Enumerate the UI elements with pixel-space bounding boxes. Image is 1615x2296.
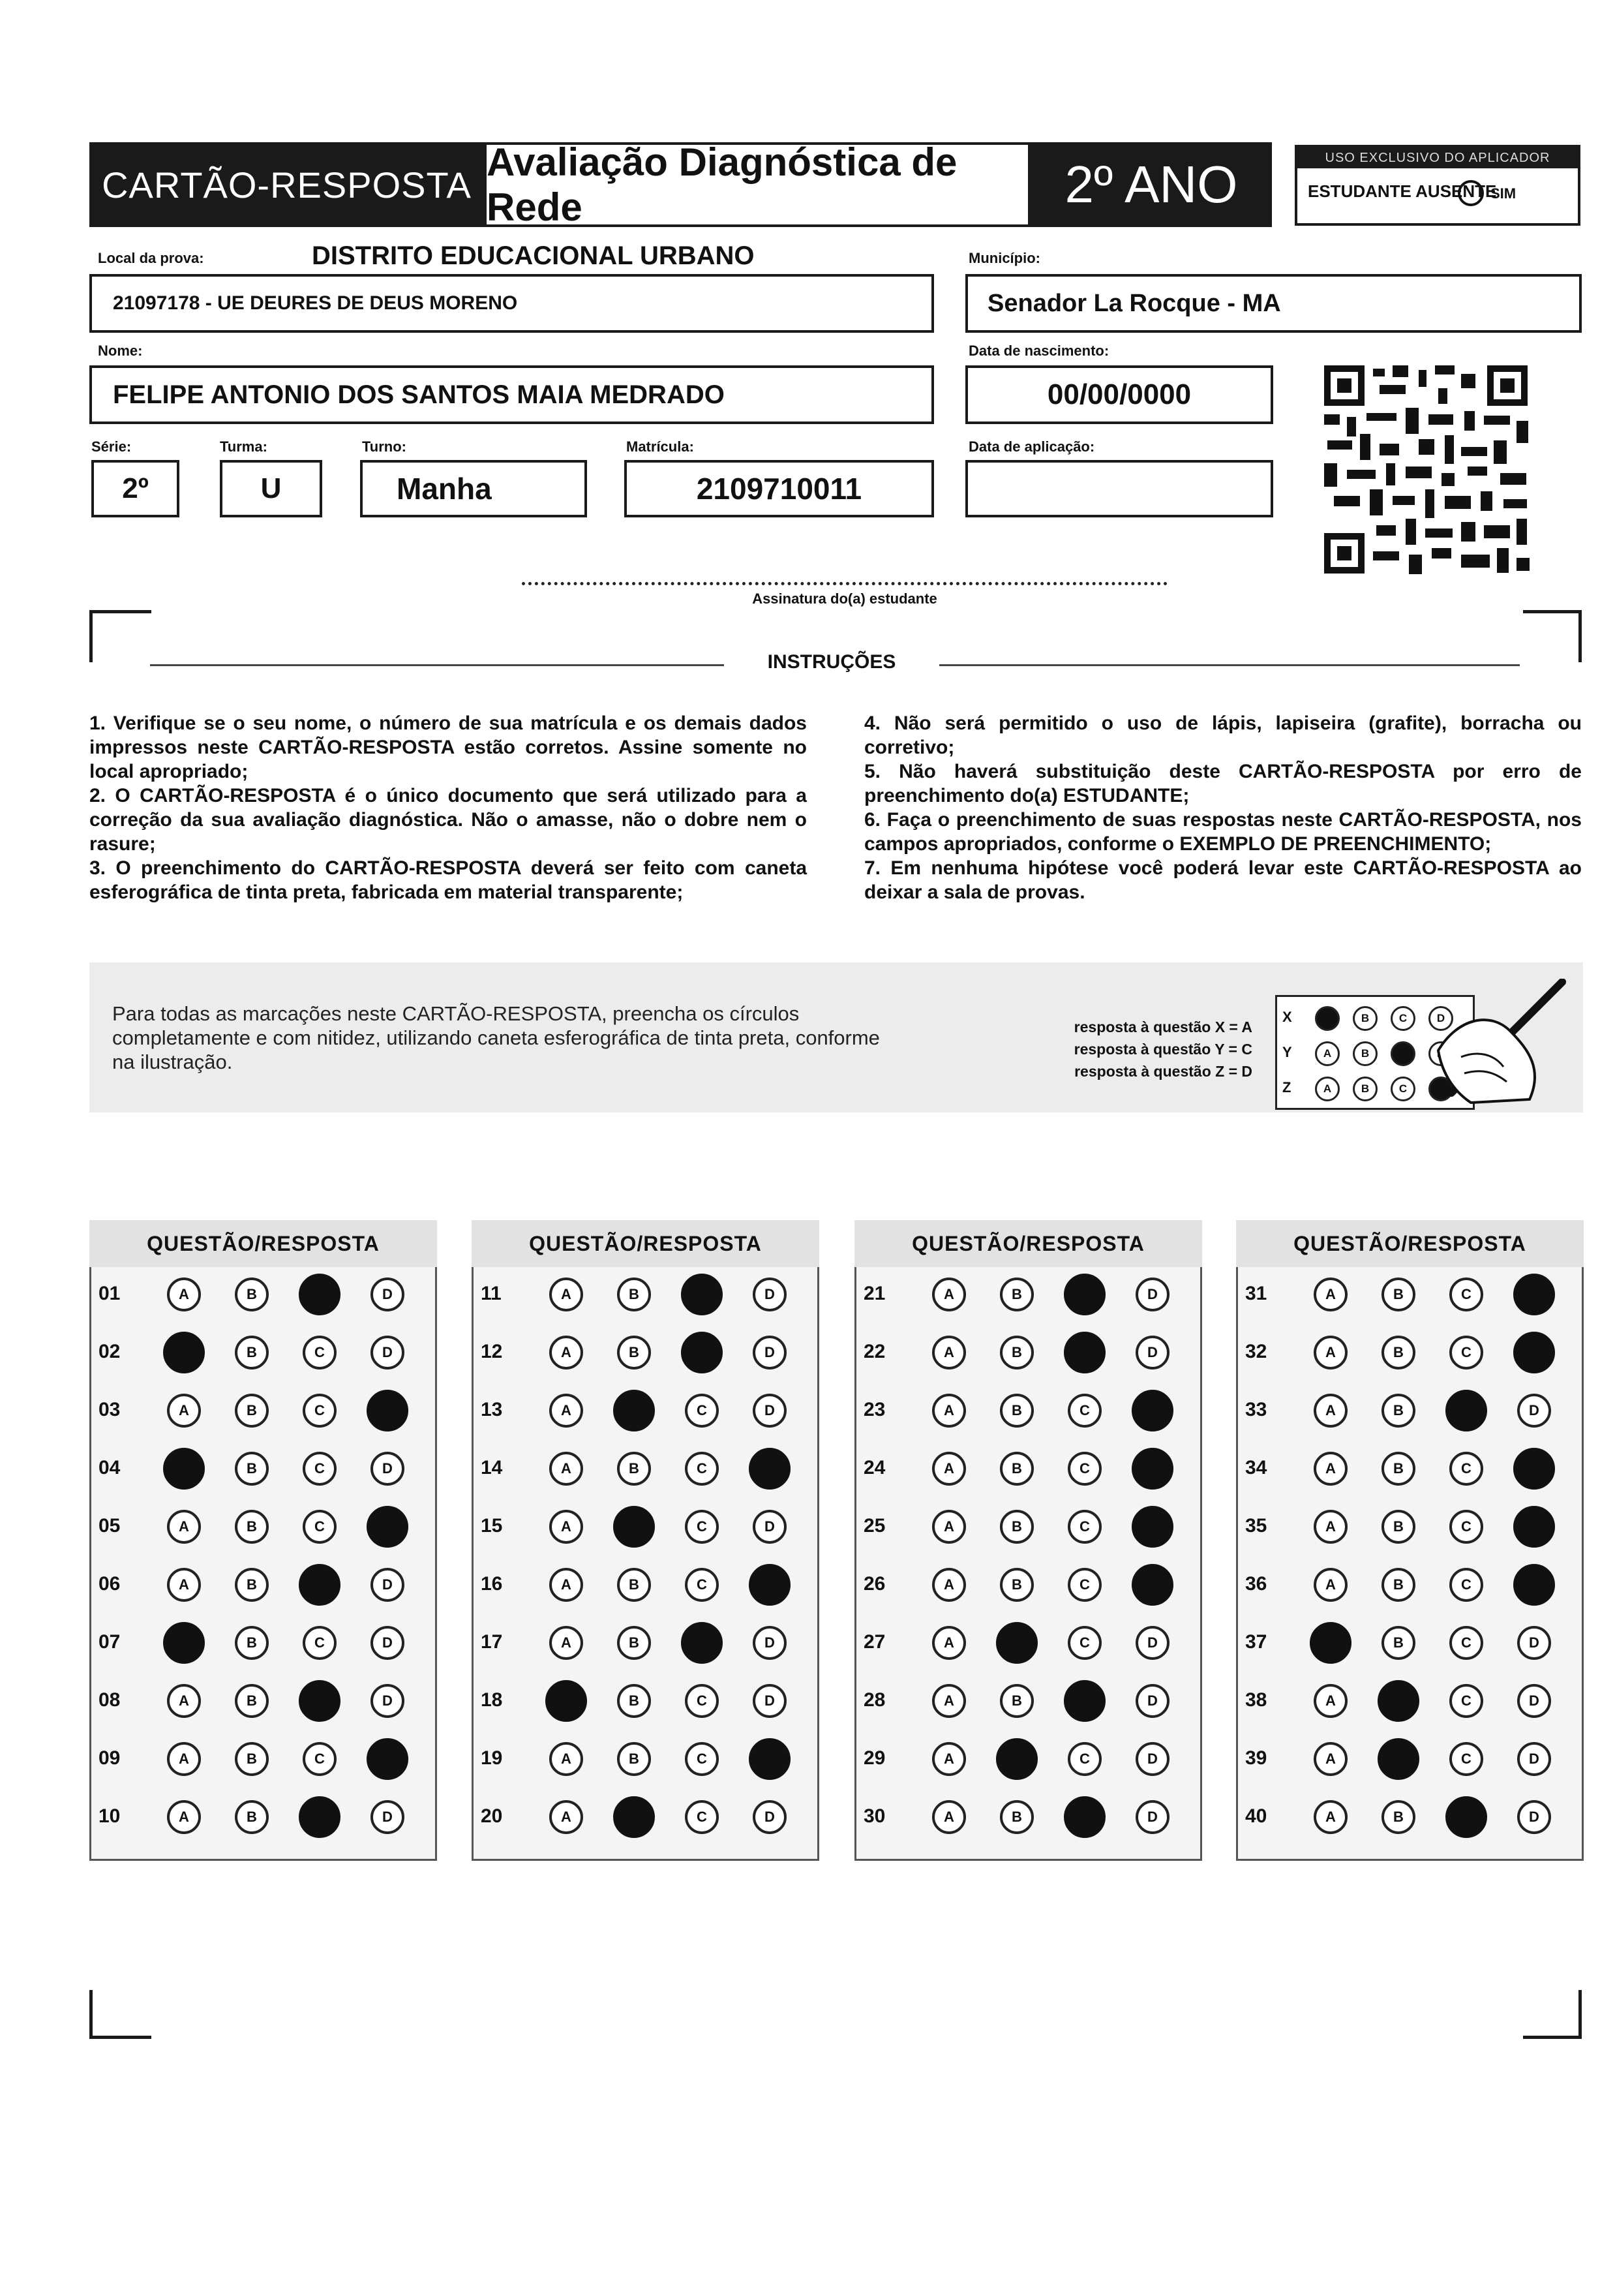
answer-bubble-q38-d[interactable]: D bbox=[1517, 1684, 1551, 1718]
answer-bubble-q29-d[interactable]: D bbox=[1136, 1742, 1170, 1776]
answer-bubble-q36-c[interactable]: C bbox=[1449, 1568, 1483, 1602]
answer-bubble-q10-a[interactable]: A bbox=[167, 1800, 201, 1834]
question-number: 04 bbox=[98, 1457, 121, 1478]
nome-field bbox=[89, 365, 934, 424]
answer-bubble-q07-b[interactable]: B bbox=[235, 1626, 269, 1660]
example-text: Para todas as marcações neste CARTÃO-RESPOSTA, preencha os círculos completamente e com nitidez, utilizando caneta esferográfica de tinta preta, conforme na ilustração. bbox=[112, 1002, 880, 1073]
answer-bubble-q30-d[interactable]: D bbox=[1136, 1800, 1170, 1834]
answer-column-header: QUESTÃO/RESPOSTA bbox=[854, 1220, 1202, 1267]
answer-bubble-q22-c[interactable] bbox=[1064, 1332, 1106, 1373]
answer-bubble-q31-b[interactable]: B bbox=[1381, 1278, 1415, 1311]
answer-bubble-q17-b[interactable]: B bbox=[617, 1626, 651, 1660]
answer-bubble-q11-a[interactable]: A bbox=[549, 1278, 583, 1311]
answer-bubble-q32-d[interactable] bbox=[1513, 1332, 1555, 1373]
answer-bubble-q20-d[interactable]: D bbox=[753, 1800, 787, 1834]
answer-bubble-q31-d[interactable] bbox=[1513, 1274, 1555, 1315]
answer-bubble-q09-d[interactable] bbox=[367, 1738, 408, 1780]
answer-bubble-q15-b[interactable] bbox=[613, 1506, 655, 1548]
answer-bubble-q06-b[interactable]: B bbox=[235, 1568, 269, 1602]
question-number: 10 bbox=[98, 1805, 121, 1827]
answer-bubble-q22-b[interactable]: B bbox=[1000, 1336, 1034, 1370]
municipio-value: Senador La Rocque - MA bbox=[988, 289, 1281, 317]
answer-bubble-q07-d[interactable]: D bbox=[370, 1626, 404, 1660]
answer-bubble-q33-a[interactable]: A bbox=[1314, 1394, 1348, 1428]
question-number: 37 bbox=[1245, 1631, 1267, 1653]
answer-bubble-q27-d[interactable]: D bbox=[1136, 1626, 1170, 1660]
answer-bubble-q38-c[interactable]: C bbox=[1449, 1684, 1483, 1718]
instructions-right-column bbox=[864, 711, 1582, 904]
turno-value: Manha bbox=[397, 472, 492, 506]
answer-bubble-q05-a[interactable]: A bbox=[167, 1510, 201, 1544]
question-number: 21 bbox=[864, 1283, 886, 1304]
answer-bubble-q36-a[interactable]: A bbox=[1314, 1568, 1348, 1602]
question-number: 20 bbox=[481, 1805, 503, 1827]
absent-student-bubble[interactable] bbox=[1458, 180, 1484, 206]
answer-bubble-q26-c[interactable]: C bbox=[1068, 1568, 1102, 1602]
example-row-label: X bbox=[1282, 1009, 1292, 1025]
answer-bubble-q21-a[interactable]: A bbox=[932, 1278, 966, 1311]
answer-bubble-q13-c[interactable]: C bbox=[685, 1394, 719, 1428]
answer-bubble-q10-d[interactable]: D bbox=[370, 1800, 404, 1834]
instructions-rule-left bbox=[150, 664, 724, 666]
signature-line[interactable] bbox=[522, 582, 1168, 585]
question-number: 11 bbox=[481, 1283, 502, 1304]
answer-bubble-q12-d[interactable]: D bbox=[753, 1336, 787, 1370]
absent-yes-label: SIM bbox=[1490, 185, 1517, 202]
answer-bubble-q34-a[interactable]: A bbox=[1314, 1452, 1348, 1486]
answer-bubble-q39-c[interactable]: C bbox=[1449, 1742, 1483, 1776]
turno-field bbox=[360, 460, 587, 517]
answer-bubble-q09-a[interactable]: A bbox=[167, 1742, 201, 1776]
answer-bubble-q03-d[interactable] bbox=[367, 1390, 408, 1431]
answer-bubble-q35-d[interactable] bbox=[1513, 1506, 1555, 1548]
absent-student-label: ESTUDANTE AUSENTE bbox=[1308, 181, 1497, 201]
question-number: 22 bbox=[864, 1341, 886, 1362]
instruction-item: 4. Não será permitido o uso de lápis, lapiseira (grafite), borracha ou corretivo; bbox=[864, 712, 1582, 758]
question-number: 29 bbox=[864, 1747, 886, 1769]
answer-bubble-q18-b[interactable]: B bbox=[617, 1684, 651, 1718]
grade-label: 2º ANO bbox=[1031, 142, 1272, 227]
answer-bubble-q34-d[interactable] bbox=[1513, 1448, 1555, 1490]
matricula-value: 2109710011 bbox=[696, 472, 862, 506]
answer-bubble-q16-c[interactable]: C bbox=[685, 1568, 719, 1602]
example-bubble-y-c bbox=[1391, 1041, 1415, 1066]
answer-bubble-q01-c[interactable] bbox=[299, 1274, 340, 1315]
question-number: 08 bbox=[98, 1689, 121, 1711]
answer-bubble-q10-c[interactable] bbox=[299, 1796, 340, 1838]
instruction-item: 3. O preenchimento do CARTÃO-RESPOSTA deverá ser feito com caneta esferográfica de tinta preta, fabricada em material transparente; bbox=[89, 857, 807, 903]
qr-code-icon bbox=[1321, 362, 1533, 577]
instruction-item: 7. Em nenhuma hipótese você poderá levar este CARTÃO-RESPOSTA ao deixar a sala de provas. bbox=[864, 857, 1582, 903]
matricula-label: Matrícula: bbox=[626, 438, 694, 455]
answer-bubble-q27-a[interactable]: A bbox=[932, 1626, 966, 1660]
answer-bubble-q18-d[interactable]: D bbox=[753, 1684, 787, 1718]
answer-bubble-q15-d[interactable]: D bbox=[753, 1510, 787, 1544]
answer-bubble-q32-c[interactable]: C bbox=[1449, 1336, 1483, 1370]
answer-bubble-q37-b[interactable]: B bbox=[1381, 1626, 1415, 1660]
matricula-field bbox=[624, 460, 934, 517]
school-field bbox=[89, 274, 934, 333]
answer-bubble-q16-a[interactable]: A bbox=[549, 1568, 583, 1602]
instructions-left-column bbox=[89, 711, 807, 904]
answer-bubble-q19-a[interactable]: A bbox=[549, 1742, 583, 1776]
answer-bubble-q01-a[interactable]: A bbox=[167, 1278, 201, 1311]
answer-bubble-q23-b[interactable]: B bbox=[1000, 1394, 1034, 1428]
answer-bubble-q37-a[interactable] bbox=[1310, 1622, 1351, 1664]
question-number: 03 bbox=[98, 1399, 121, 1420]
answer-bubble-q32-a[interactable]: A bbox=[1314, 1336, 1348, 1370]
answer-bubble-q14-a[interactable]: A bbox=[549, 1452, 583, 1486]
question-number: 24 bbox=[864, 1457, 886, 1478]
answer-bubble-q27-b[interactable] bbox=[996, 1622, 1038, 1664]
answer-bubble-q17-a[interactable]: A bbox=[549, 1626, 583, 1660]
answer-bubble-q23-c[interactable]: C bbox=[1068, 1394, 1102, 1428]
question-number: 25 bbox=[864, 1515, 886, 1537]
nascimento-label: Data de nascimento: bbox=[969, 343, 1109, 359]
answer-bubble-q15-c[interactable]: C bbox=[685, 1510, 719, 1544]
answer-bubble-q36-b[interactable]: B bbox=[1381, 1568, 1415, 1602]
nascimento-field bbox=[965, 365, 1273, 424]
answer-bubble-q15-a[interactable]: A bbox=[549, 1510, 583, 1544]
example-bubble-z-a: A bbox=[1315, 1077, 1340, 1101]
answer-bubble-q14-b[interactable]: B bbox=[617, 1452, 651, 1486]
example-row-label: Z bbox=[1282, 1079, 1291, 1095]
answer-bubble-q17-d[interactable]: D bbox=[753, 1626, 787, 1660]
answer-bubble-q29-c[interactable]: C bbox=[1068, 1742, 1102, 1776]
answer-bubble-q35-c[interactable]: C bbox=[1449, 1510, 1483, 1544]
example-legend-item: resposta à questão Y = C bbox=[1074, 1041, 1252, 1058]
answer-bubble-q34-c[interactable]: C bbox=[1449, 1452, 1483, 1486]
answer-bubble-q29-a[interactable]: A bbox=[932, 1742, 966, 1776]
card-title: CARTÃO-RESPOSTA bbox=[102, 164, 472, 206]
answer-bubble-q16-b[interactable]: B bbox=[617, 1568, 651, 1602]
question-number: 13 bbox=[481, 1399, 503, 1420]
example-bubble-x-c: C bbox=[1391, 1006, 1415, 1031]
example-legend-item: resposta à questão X = A bbox=[1074, 1018, 1252, 1035]
question-number: 35 bbox=[1245, 1515, 1267, 1537]
question-number: 26 bbox=[864, 1573, 886, 1595]
corner-mark-bottom-left bbox=[89, 1990, 151, 2039]
nome-value: FELIPE ANTONIO DOS SANTOS MAIA MEDRADO bbox=[113, 380, 725, 409]
answer-bubble-q38-b[interactable] bbox=[1378, 1680, 1419, 1722]
answer-bubble-q17-c[interactable] bbox=[681, 1622, 723, 1664]
answer-bubble-q40-a[interactable]: A bbox=[1314, 1800, 1348, 1834]
answer-bubble-q28-c[interactable] bbox=[1064, 1680, 1106, 1722]
answer-bubble-q09-b[interactable]: B bbox=[235, 1742, 269, 1776]
answer-bubble-q21-c[interactable] bbox=[1064, 1274, 1106, 1315]
question-number: 16 bbox=[481, 1573, 503, 1595]
answer-bubble-q20-b[interactable] bbox=[613, 1796, 655, 1838]
answer-bubble-q35-a[interactable]: A bbox=[1314, 1510, 1348, 1544]
question-number: 40 bbox=[1245, 1805, 1267, 1827]
answer-bubble-q25-c[interactable]: C bbox=[1068, 1510, 1102, 1544]
answer-bubble-q20-c[interactable]: C bbox=[685, 1800, 719, 1834]
answer-bubble-q20-a[interactable]: A bbox=[549, 1800, 583, 1834]
turma-field bbox=[220, 460, 322, 517]
answer-bubble-q06-c[interactable] bbox=[299, 1564, 340, 1606]
answer-bubble-q08-d[interactable]: D bbox=[370, 1684, 404, 1718]
answer-bubble-q07-a[interactable] bbox=[163, 1622, 205, 1664]
answer-bubble-q39-b[interactable] bbox=[1378, 1738, 1419, 1780]
instructions-rule-right bbox=[939, 664, 1520, 666]
answer-bubble-q22-a[interactable]: A bbox=[932, 1336, 966, 1370]
answer-bubble-q24-d[interactable] bbox=[1132, 1448, 1173, 1490]
answer-bubble-q04-c[interactable]: C bbox=[303, 1452, 337, 1486]
example-bubble-x-a bbox=[1315, 1006, 1340, 1031]
answer-bubble-q13-d[interactable]: D bbox=[753, 1394, 787, 1428]
question-number: 02 bbox=[98, 1341, 121, 1362]
answer-bubble-q33-c[interactable] bbox=[1445, 1390, 1487, 1431]
answer-bubble-q11-c[interactable] bbox=[681, 1274, 723, 1315]
instructions-title: INSTRUÇÕES bbox=[767, 651, 896, 673]
aplicacao-label: Data de aplicação: bbox=[969, 438, 1095, 455]
answer-bubble-q21-b[interactable]: B bbox=[1000, 1278, 1034, 1311]
local-label: Local da prova: bbox=[98, 250, 204, 266]
answer-column-header: QUESTÃO/RESPOSTA bbox=[89, 1220, 437, 1267]
answer-bubble-q29-b[interactable] bbox=[996, 1738, 1038, 1780]
example-bubble-y-b: B bbox=[1353, 1041, 1378, 1066]
turma-value: U bbox=[260, 472, 282, 504]
answer-bubble-q37-d[interactable]: D bbox=[1517, 1626, 1551, 1660]
question-number: 32 bbox=[1245, 1341, 1267, 1362]
signature-label: Assinatura do(a) estudante bbox=[752, 590, 937, 607]
answer-bubble-q08-c[interactable] bbox=[299, 1680, 340, 1722]
answer-bubble-q26-a[interactable]: A bbox=[932, 1568, 966, 1602]
turno-label: Turno: bbox=[362, 438, 407, 455]
serie-value: 2º bbox=[122, 472, 149, 504]
corner-mark-top-left bbox=[89, 610, 151, 662]
example-bubble-z-b: B bbox=[1353, 1077, 1378, 1101]
question-number: 39 bbox=[1245, 1747, 1267, 1769]
applicator-only-label: USO EXCLUSIVO DO APLICADOR bbox=[1297, 147, 1578, 168]
answer-bubble-q30-c[interactable] bbox=[1064, 1796, 1106, 1838]
answer-bubble-q26-d[interactable] bbox=[1132, 1564, 1173, 1606]
answer-bubble-q04-b[interactable]: B bbox=[235, 1452, 269, 1486]
nascimento-value: 00/00/0000 bbox=[1047, 378, 1192, 410]
answer-bubble-q39-d[interactable]: D bbox=[1517, 1742, 1551, 1776]
answer-bubble-q25-b[interactable]: B bbox=[1000, 1510, 1034, 1544]
answer-bubble-q30-b[interactable]: B bbox=[1000, 1800, 1034, 1834]
answer-bubble-q09-c[interactable]: C bbox=[303, 1742, 337, 1776]
answer-bubble-q14-c[interactable]: C bbox=[685, 1452, 719, 1486]
question-number: 19 bbox=[481, 1747, 503, 1769]
answer-bubble-q34-b[interactable]: B bbox=[1381, 1452, 1415, 1486]
question-number: 38 bbox=[1245, 1689, 1267, 1711]
answer-bubble-q03-a[interactable]: A bbox=[167, 1394, 201, 1428]
question-number: 05 bbox=[98, 1515, 121, 1537]
answer-bubble-q28-d[interactable]: D bbox=[1136, 1684, 1170, 1718]
question-number: 28 bbox=[864, 1689, 886, 1711]
question-number: 27 bbox=[864, 1631, 886, 1653]
serie-label: Série: bbox=[91, 438, 132, 455]
answer-bubble-q19-d[interactable] bbox=[749, 1738, 791, 1780]
question-number: 23 bbox=[864, 1399, 886, 1420]
answer-bubble-q31-c[interactable]: C bbox=[1449, 1278, 1483, 1311]
answer-bubble-q24-c[interactable]: C bbox=[1068, 1452, 1102, 1486]
answer-bubble-q10-b[interactable]: B bbox=[235, 1800, 269, 1834]
question-number: 31 bbox=[1245, 1283, 1267, 1304]
answer-bubble-q03-b[interactable]: B bbox=[235, 1394, 269, 1428]
answer-bubble-q26-b[interactable]: B bbox=[1000, 1568, 1034, 1602]
answer-bubble-q16-d[interactable] bbox=[749, 1564, 791, 1606]
answer-bubble-q12-a[interactable]: A bbox=[549, 1336, 583, 1370]
answer-bubble-q37-c[interactable]: C bbox=[1449, 1626, 1483, 1660]
question-number: 09 bbox=[98, 1747, 121, 1769]
answer-bubble-q36-d[interactable] bbox=[1513, 1564, 1555, 1606]
question-number: 15 bbox=[481, 1515, 503, 1537]
answer-bubble-q08-a[interactable]: A bbox=[167, 1684, 201, 1718]
answer-bubble-q06-a[interactable]: A bbox=[167, 1568, 201, 1602]
answer-bubble-q07-c[interactable]: C bbox=[303, 1626, 337, 1660]
nome-label: Nome: bbox=[98, 343, 143, 359]
answer-bubble-q05-d[interactable] bbox=[367, 1506, 408, 1548]
answer-bubble-q13-a[interactable]: A bbox=[549, 1394, 583, 1428]
school-value: 21097178 - UE DEURES DE DEUS MORENO bbox=[113, 292, 518, 314]
answer-bubble-q23-d[interactable] bbox=[1132, 1390, 1173, 1431]
answer-bubble-q38-a[interactable]: A bbox=[1314, 1684, 1348, 1718]
example-bubble-x-b: B bbox=[1353, 1006, 1378, 1031]
answer-bubble-q18-a[interactable] bbox=[545, 1680, 587, 1722]
question-number: 34 bbox=[1245, 1457, 1267, 1478]
answer-bubble-q03-c[interactable]: C bbox=[303, 1394, 337, 1428]
answer-column-header: QUESTÃO/RESPOSTA bbox=[472, 1220, 819, 1267]
answer-bubble-q04-a[interactable] bbox=[163, 1448, 205, 1490]
example-bubble-z-c: C bbox=[1391, 1077, 1415, 1101]
answer-bubble-q05-c[interactable]: C bbox=[303, 1510, 337, 1544]
municipio-field bbox=[965, 274, 1582, 333]
answer-bubble-q28-a[interactable]: A bbox=[932, 1684, 966, 1718]
question-number: 07 bbox=[98, 1631, 121, 1653]
answer-bubble-q35-b[interactable]: B bbox=[1381, 1510, 1415, 1544]
answer-bubble-q18-c[interactable]: C bbox=[685, 1684, 719, 1718]
example-row-label: Y bbox=[1282, 1044, 1292, 1060]
instruction-item: 1. Verifique se o seu nome, o número de sua matrícula e os demais dados impressos neste CARTÃO-RESPOSTA estão corretos. Assine somente no local apropriado; bbox=[89, 712, 807, 782]
answer-bubble-q22-d[interactable]: D bbox=[1136, 1336, 1170, 1370]
answer-bubble-q33-b[interactable]: B bbox=[1381, 1394, 1415, 1428]
corner-mark-bottom-right bbox=[1523, 1990, 1582, 2039]
answer-bubble-q12-c[interactable] bbox=[681, 1332, 723, 1373]
answer-bubble-q13-b[interactable] bbox=[613, 1390, 655, 1431]
question-number: 14 bbox=[481, 1457, 503, 1478]
answer-column-header: QUESTÃO/RESPOSTA bbox=[1236, 1220, 1584, 1267]
answer-bubble-q24-b[interactable]: B bbox=[1000, 1452, 1034, 1486]
answer-bubble-q27-c[interactable]: C bbox=[1068, 1626, 1102, 1660]
aplicacao-field[interactable] bbox=[965, 460, 1273, 517]
local-value: DISTRITO EDUCACIONAL URBANO bbox=[312, 241, 755, 270]
answer-bubble-q25-d[interactable] bbox=[1132, 1506, 1173, 1548]
municipio-label: Município: bbox=[969, 250, 1040, 266]
answer-bubble-q40-b[interactable]: B bbox=[1381, 1800, 1415, 1834]
example-bubble-y-a: A bbox=[1315, 1041, 1340, 1066]
answer-bubble-q02-a[interactable] bbox=[163, 1332, 205, 1373]
answer-bubble-q05-b[interactable]: B bbox=[235, 1510, 269, 1544]
question-number: 12 bbox=[481, 1341, 503, 1362]
question-number: 01 bbox=[98, 1283, 121, 1304]
serie-field bbox=[91, 460, 179, 517]
instruction-item: 6. Faça o preenchimento de suas respostas neste CARTÃO-RESPOSTA, nos campos apropriados, conforme o EXEMPLO DE PREENCHIMENTO; bbox=[864, 809, 1582, 855]
question-number: 18 bbox=[481, 1689, 503, 1711]
answer-bubble-q24-a[interactable]: A bbox=[932, 1452, 966, 1486]
answer-bubble-q02-d[interactable]: D bbox=[370, 1336, 404, 1370]
answer-bubble-q39-a[interactable]: A bbox=[1314, 1742, 1348, 1776]
answer-bubble-q06-d[interactable]: D bbox=[370, 1568, 404, 1602]
answer-bubble-q28-b[interactable]: B bbox=[1000, 1684, 1034, 1718]
answer-bubble-q19-c[interactable]: C bbox=[685, 1742, 719, 1776]
instruction-item: 5. Não haverá substituição deste CARTÃO-RESPOSTA por erro de preenchimento do(a) ESTUDANTE; bbox=[864, 761, 1582, 806]
answer-bubble-q12-b[interactable]: B bbox=[617, 1336, 651, 1370]
exam-title: Avaliação Diagnóstica de Rede bbox=[484, 142, 1031, 227]
answer-bubble-q01-b[interactable]: B bbox=[235, 1278, 269, 1311]
answer-bubble-q08-b[interactable]: B bbox=[235, 1684, 269, 1718]
answer-bubble-q40-d[interactable]: D bbox=[1517, 1800, 1551, 1834]
answer-bubble-q40-c[interactable] bbox=[1445, 1796, 1487, 1838]
answer-bubble-q19-b[interactable]: B bbox=[617, 1742, 651, 1776]
example-legend-item: resposta à questão Z = D bbox=[1074, 1063, 1252, 1080]
example-bubble-x-d: D bbox=[1428, 1006, 1453, 1031]
answer-bubble-q31-a[interactable]: A bbox=[1314, 1278, 1348, 1311]
answer-bubble-q14-d[interactable] bbox=[749, 1448, 791, 1490]
answer-bubble-q01-d[interactable]: D bbox=[370, 1278, 404, 1311]
answer-bubble-q11-b[interactable]: B bbox=[617, 1278, 651, 1311]
answer-bubble-q04-d[interactable]: D bbox=[370, 1452, 404, 1486]
answer-bubble-q25-a[interactable]: A bbox=[932, 1510, 966, 1544]
answer-bubble-q21-d[interactable]: D bbox=[1136, 1278, 1170, 1311]
question-number: 06 bbox=[98, 1573, 121, 1595]
answer-bubble-q23-a[interactable]: A bbox=[932, 1394, 966, 1428]
example-legend bbox=[978, 1016, 1252, 1082]
question-number: 33 bbox=[1245, 1399, 1267, 1420]
answer-bubble-q11-d[interactable]: D bbox=[753, 1278, 787, 1311]
answer-bubble-q02-c[interactable]: C bbox=[303, 1336, 337, 1370]
turma-label: Turma: bbox=[220, 438, 267, 455]
answer-bubble-q33-d[interactable]: D bbox=[1517, 1394, 1551, 1428]
answer-bubble-q30-a[interactable]: A bbox=[932, 1800, 966, 1834]
corner-mark-top-right bbox=[1523, 610, 1582, 662]
answer-bubble-q02-b[interactable]: B bbox=[235, 1336, 269, 1370]
instruction-item: 2. O CARTÃO-RESPOSTA é o único documento que será utilizado para a correção da sua avaliação diagnóstica. Não o amasse, não o dobre nem o rasure; bbox=[89, 785, 807, 855]
question-number: 36 bbox=[1245, 1573, 1267, 1595]
hand-pen-icon bbox=[1432, 979, 1582, 1109]
question-number: 30 bbox=[864, 1805, 886, 1827]
answer-bubble-q32-b[interactable]: B bbox=[1381, 1336, 1415, 1370]
question-number: 17 bbox=[481, 1631, 503, 1653]
